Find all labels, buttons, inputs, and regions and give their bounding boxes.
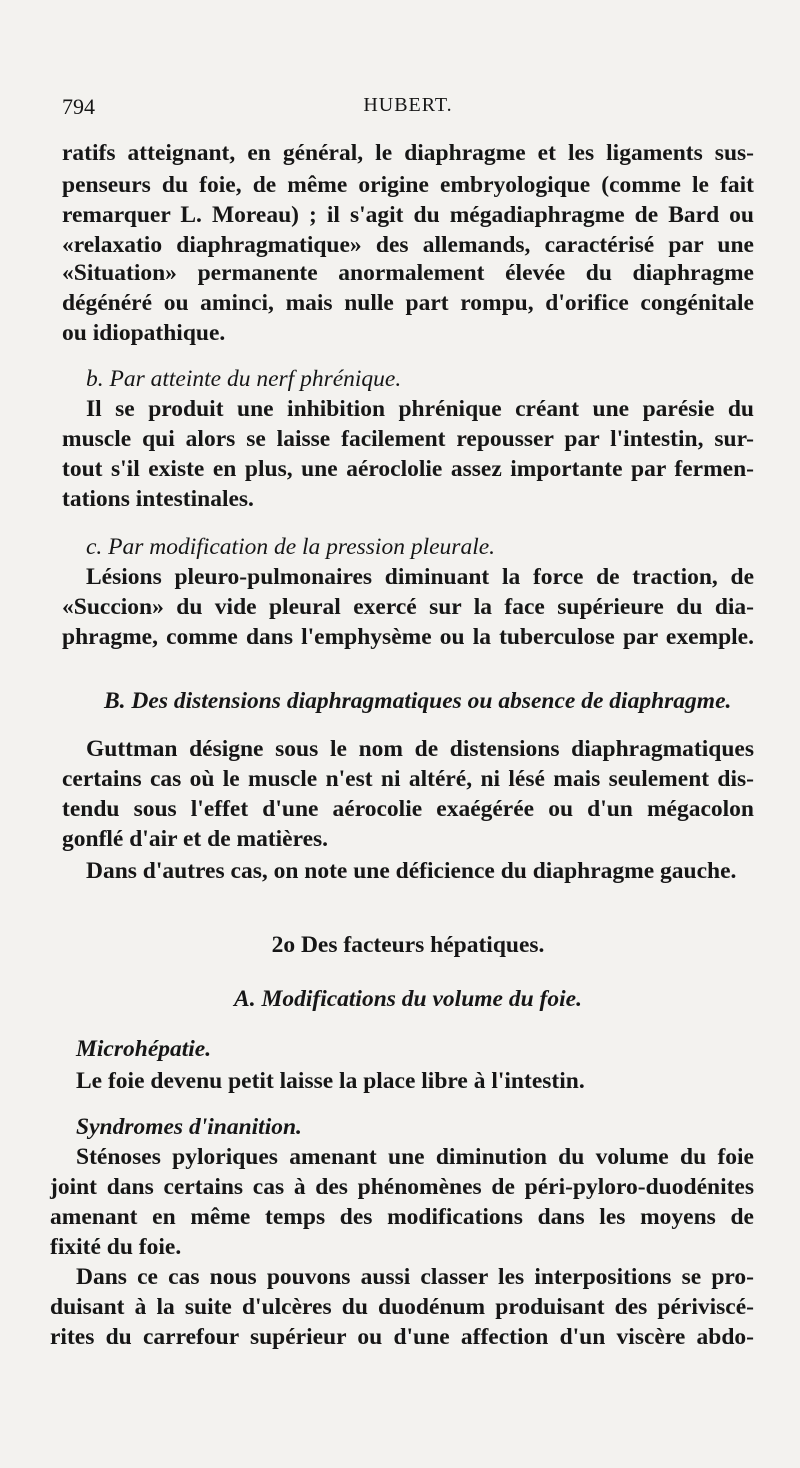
chapter-heading: 2o Des facteurs hépatiques. — [271, 932, 545, 958]
text-line: certains cas où le muscle n'est ni altéré, ni lésé mais seulement dis- — [62, 766, 754, 792]
text-line: duisant à la suite d'ulcères du duodénum produisant des périviscé- — [50, 1294, 754, 1320]
running-head: HUBERT. — [363, 94, 453, 116]
text-line: «relaxatio diaphragmatique» des allemands, caractérisé par une — [62, 232, 754, 258]
text-line: tations intestinales. — [62, 486, 254, 512]
subheading-b: b. Par atteinte du nerf phrénique. — [86, 366, 402, 392]
text-line: fixité du foie. — [50, 1234, 182, 1260]
text-line: penseurs du foie, de même origine embryologique (comme le fait — [62, 172, 754, 198]
text-line: Sténoses pyloriques amenant une diminution du volume du foie — [76, 1144, 754, 1170]
subheading-c: c. Par modification de la pression pleurale. — [86, 534, 496, 560]
text-line: dégénéré ou aminci, mais nulle part rompu, d'orifice congénitale — [62, 290, 754, 316]
text-line: amenant en même temps des modifications dans les moyens de — [50, 1204, 754, 1230]
text-line: tout s'il existe en plus, une aéroclolie assez importante par fermen- — [62, 456, 754, 482]
text-line: rites du carrefour supérieur ou d'une affection d'un viscère abdo- — [50, 1324, 754, 1350]
subheading-microhepatie: Microhépatie. — [76, 1036, 212, 1062]
text-line: tendu sous l'effet d'une aérocolie exaégérée ou d'un mégacolon — [62, 796, 754, 822]
section-heading-b: B. Des distensions diaphragmatiques ou absence de diaphragme. — [104, 688, 732, 714]
text-line: Lésions pleuro-pulmonaires diminuant la force de traction, de — [86, 564, 754, 590]
text-line: gonflé d'air et de matières. — [62, 826, 329, 852]
text-line: Le foie devenu petit laisse la place libre à l'intestin. — [76, 1068, 585, 1094]
text-line: ratifs atteignant, en général, le diaphragme et les ligaments sus- — [62, 140, 754, 166]
text-line: Dans d'autres cas, on note une déficience du diaphragme gauche. — [86, 858, 737, 884]
text-line: Guttman désigne sous le nom de distensions diaphragmatiques — [86, 736, 754, 762]
page-header — [62, 94, 754, 124]
text-line: Il se produit une inhibition phrénique créant une parésie du — [86, 396, 754, 422]
text-line: phragme, comme dans l'emphysème ou la tuberculose par exemple. — [62, 624, 754, 650]
page-number: 794 — [62, 94, 95, 119]
text-line: remarquer L. Moreau) ; il s'agit du mégadiaphragme de Bard ou — [62, 202, 754, 228]
text-line: joint dans certains cas à des phénomènes de péri-pyloro-duodénites — [50, 1174, 754, 1200]
section-heading-a: A. Modifications du volume du foie. — [234, 986, 582, 1012]
text-line: «Situation» permanente anormalement élevée du diaphragme — [62, 260, 754, 286]
text-line: Dans ce cas nous pouvons aussi classer les interpositions se pro- — [76, 1264, 754, 1290]
text-line: «Succion» du vide pleural exercé sur la face supérieure du dia- — [62, 594, 754, 620]
text-line: ou idiopathique. — [62, 320, 226, 346]
text-line: muscle qui alors se laisse facilement repousser par l'intestin, sur- — [62, 426, 754, 452]
subheading-inanition: Syndromes d'inanition. — [76, 1114, 302, 1140]
